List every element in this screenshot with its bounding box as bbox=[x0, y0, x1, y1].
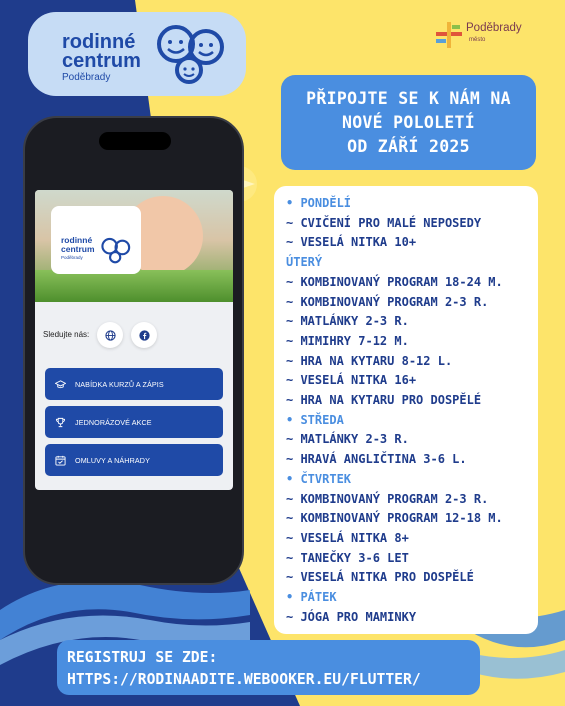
globe-icon bbox=[105, 330, 116, 341]
events-button-label: JEDNORÁZOVÉ AKCE bbox=[75, 417, 152, 427]
schedule-activity: ~ KOMBINOVANÝ PROGRAM 18-24 M. bbox=[286, 274, 503, 289]
schedule-activity: ~ MATLÁNKY 2-3 R. bbox=[286, 314, 409, 329]
events-button[interactable] bbox=[45, 406, 223, 438]
heading-line1: PŘIPOJTE SE K NÁM NA bbox=[306, 88, 511, 108]
schedule-activity: ~ TANEČKY 3-6 LET bbox=[286, 550, 409, 565]
schedule-activity: ~ VESELÁ NITKA 10+ bbox=[286, 235, 417, 250]
excuses-button[interactable] bbox=[45, 444, 223, 476]
schedule-day: ÚTERÝ bbox=[286, 255, 323, 270]
phone-screen bbox=[35, 190, 233, 490]
town-logo-name: Poděbrady bbox=[466, 22, 522, 34]
join-heading bbox=[281, 75, 536, 170]
phone-mockup bbox=[23, 116, 244, 585]
schedule-activity: ~ VESELÁ NITKA 16+ bbox=[286, 373, 417, 388]
schedule-panel bbox=[274, 186, 538, 634]
trophy-icon bbox=[55, 417, 66, 428]
registration-url[interactable]: HTTPS://RODINAADITE.WEBOOKER.EU/FLUTTER/ bbox=[67, 671, 421, 688]
schedule-activity: ~ HRA NA KYTARU PRO DOSPĚLÉ bbox=[286, 393, 482, 408]
schedule-activity: ~ KOMBINOVANÝ PROGRAM 2-3 R. bbox=[286, 294, 489, 309]
app-logo-line2: centrum bbox=[61, 244, 95, 254]
registration-box bbox=[57, 640, 480, 695]
schedule-activity: ~ KOMBINOVANÝ PROGRAM 12-18 M. bbox=[286, 511, 503, 526]
schedule-activity: ~ MATLÁNKY 2-3 R. bbox=[286, 432, 409, 447]
schedule-activity: ~ VESELÁ NITKA PRO DOSPĚLÉ bbox=[286, 570, 474, 585]
hero-photo bbox=[35, 190, 233, 302]
follow-label: Sledujte nás: bbox=[43, 330, 90, 339]
excuses-button-label: OMLUVY A NÁHRADY bbox=[75, 455, 150, 465]
town-logo-icon bbox=[434, 22, 464, 48]
phone-notch bbox=[99, 132, 171, 150]
heading-line3: OD ZÁŘÍ 2025 bbox=[347, 136, 470, 156]
graduation-cap-icon bbox=[55, 379, 66, 390]
schedule-activity: ~ CVIČENÍ PRO MALÉ NEPOSEDY bbox=[286, 215, 482, 230]
courses-button[interactable] bbox=[45, 368, 223, 400]
app-logo-card bbox=[51, 206, 141, 274]
app-logo-line1: rodinné bbox=[61, 235, 93, 245]
heading-line2: NOVÉ POLOLETÍ bbox=[341, 112, 476, 132]
schedule-activity: ~ HRAVÁ ANGLIČTINA 3-6 L. bbox=[286, 452, 467, 467]
schedule-activity: ~ KOMBINOVANÝ PROGRAM 2-3 R. bbox=[286, 491, 489, 506]
courses-button-label: NABÍDKA KURZŮ A ZÁPIS bbox=[75, 379, 164, 389]
facebook-link[interactable] bbox=[131, 322, 157, 348]
town-logo-sub: město bbox=[469, 37, 486, 43]
org-logo-line2: centrum bbox=[62, 50, 141, 72]
app-logo-line3: Poděbrady bbox=[61, 255, 83, 260]
facebook-icon bbox=[139, 330, 150, 341]
schedule-day: • PONDĚLÍ bbox=[286, 196, 352, 210]
family-faces-icon bbox=[156, 20, 226, 86]
registration-label: REGISTRUJ SE ZDE: bbox=[67, 649, 218, 666]
schedule-list bbox=[286, 194, 538, 627]
schedule-day: • PÁTEK bbox=[286, 590, 337, 605]
schedule-activity: ~ HRA NA KYTARU 8-12 L. bbox=[286, 353, 453, 368]
schedule-activity: ~ JÓGA PRO MAMINKY bbox=[286, 609, 417, 624]
grass-photo bbox=[35, 270, 233, 302]
family-faces-icon bbox=[101, 236, 131, 264]
org-logo-line3: Poděbrady bbox=[62, 72, 111, 83]
schedule-activity: ~ VESELÁ NITKA 8+ bbox=[286, 530, 409, 545]
calendar-check-icon bbox=[55, 455, 66, 466]
schedule-day: • ČTVRTEK bbox=[286, 471, 352, 486]
schedule-day: • STŘEDA bbox=[286, 412, 344, 427]
org-logo-line1: rodinné bbox=[62, 31, 136, 53]
schedule-activity: ~ MIMIHRY 7-12 M. bbox=[286, 333, 409, 348]
globe-link[interactable] bbox=[97, 322, 123, 348]
